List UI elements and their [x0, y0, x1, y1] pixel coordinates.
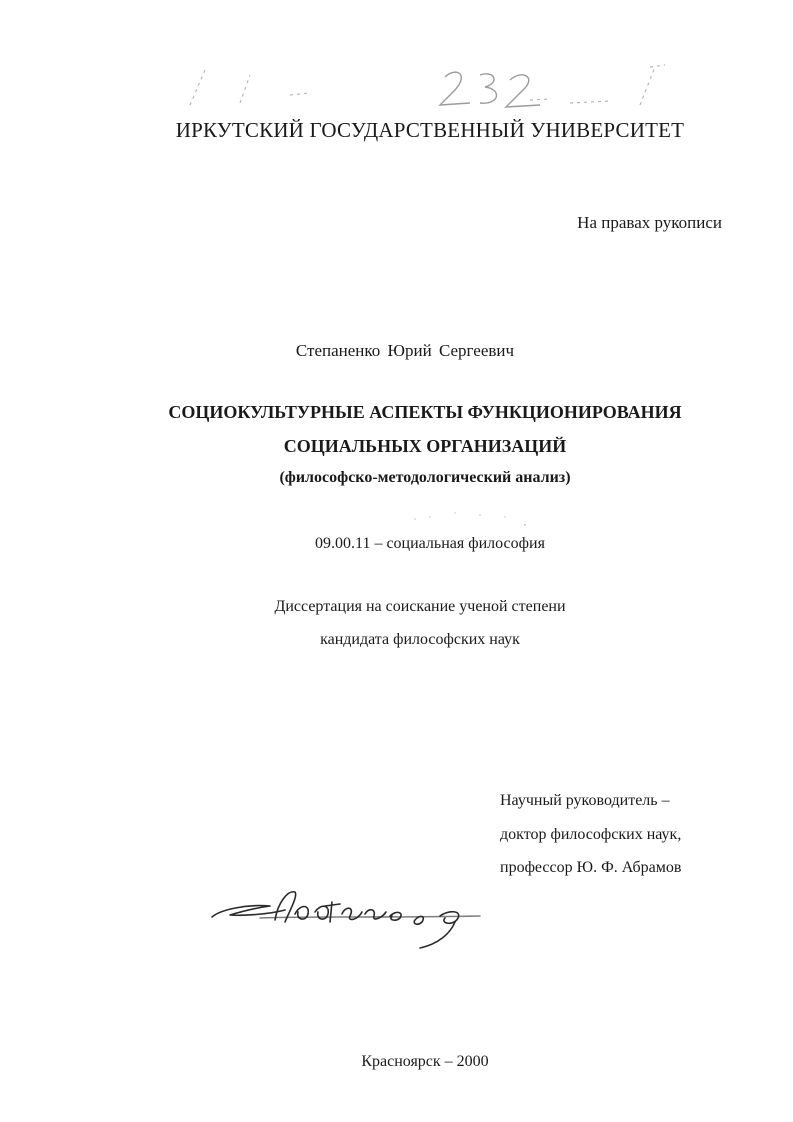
- scan-specks: [400, 505, 540, 530]
- specialty-code: 09.00.11 – социальная философия: [315, 535, 545, 552]
- university-name: ИРКУТСКИЙ ГОСУДАРСТВЕННЫЙ УНИВЕРСИТЕТ: [175, 118, 685, 142]
- rights-note: На правах рукописи: [577, 213, 722, 232]
- city-year: Красноярск – 2000: [361, 1053, 489, 1070]
- supervisor-role: Научный руководитель –: [500, 792, 670, 809]
- degree-line-1: Диссертация на соискание ученой степени: [274, 598, 566, 615]
- author-name: Степаненко Юрий Сергеевич: [295, 341, 515, 360]
- supervisor-name: профессор Ю. Ф. Абрамов: [500, 859, 682, 876]
- supervisor-degree: доктор философских наук,: [500, 826, 682, 843]
- dissertation-subtitle: (философско-методологический анализ): [279, 469, 571, 486]
- dissertation-title-line-1: СОЦИОКУЛЬТУРНЫЕ АСПЕКТЫ ФУНКЦИОНИРОВАНИЯ: [168, 402, 682, 422]
- archive-stamp-mark: [150, 55, 710, 115]
- signature: [200, 882, 500, 957]
- degree-line-2: кандидата философских наук: [320, 631, 520, 648]
- dissertation-title-line-2: СОЦИАЛЬНЫХ ОРГАНИЗАЦИЙ: [283, 436, 567, 456]
